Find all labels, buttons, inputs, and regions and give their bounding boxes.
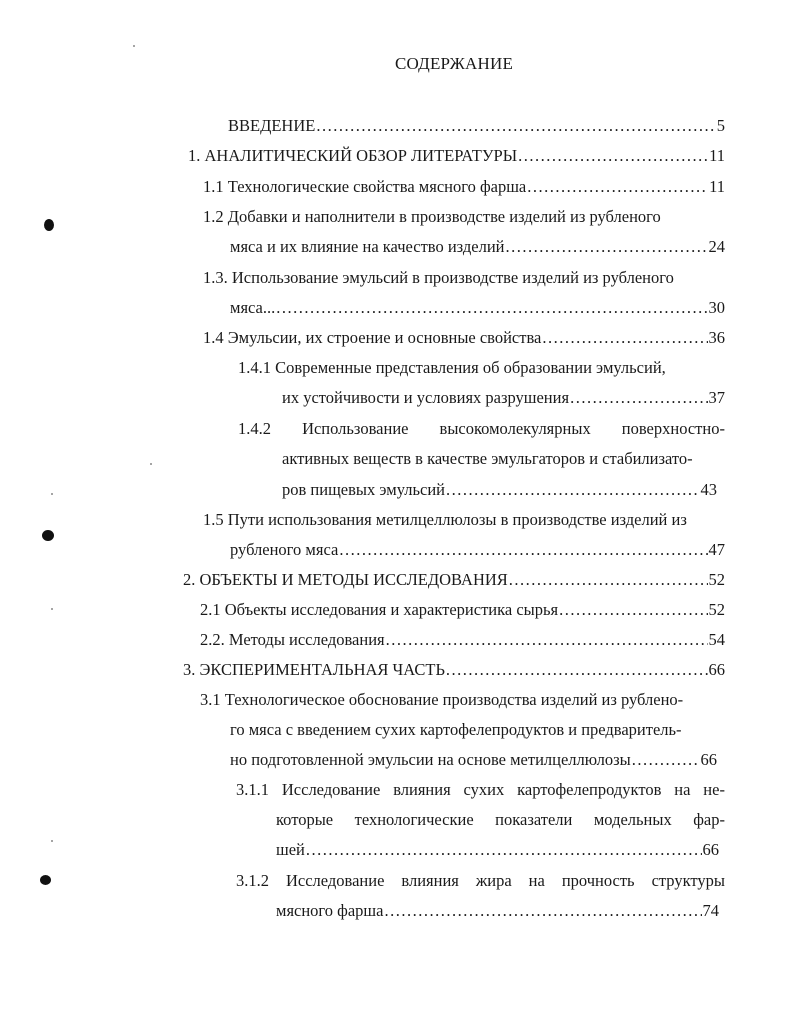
toc-leader xyxy=(559,599,707,621)
toc-leader xyxy=(632,749,700,771)
toc-word: на xyxy=(674,780,691,799)
toc-entry-text: их устойчивости и условиях разрушения xyxy=(282,388,570,407)
toc-entry-1-5-line1: 1.5 Пути использования метилцеллюлозы в производстве изделий из xyxy=(203,510,687,529)
scan-speck xyxy=(44,219,54,231)
toc-word: сухих xyxy=(463,780,505,799)
toc-entry-1-4-2-line1 xyxy=(238,418,725,440)
toc-entry-2-2 xyxy=(200,629,725,651)
toc-word: влияния xyxy=(401,871,459,890)
toc-word: модельных xyxy=(593,810,672,829)
toc-entry-text: шей xyxy=(276,840,305,859)
toc-word: 3.1.2 xyxy=(236,871,269,890)
toc-page-number: 11 xyxy=(709,177,725,196)
toc-page-number: 5 xyxy=(716,116,725,135)
toc-word: влияния xyxy=(393,780,451,799)
toc-leader xyxy=(542,327,707,349)
toc-leader xyxy=(339,539,707,561)
toc-word: поверхностно- xyxy=(621,419,725,438)
toc-entry-text: рубленого мяса xyxy=(230,540,339,559)
toc-entry-text: ВВЕДЕНИЕ xyxy=(228,116,316,135)
toc-entry-text: ров пищевых эмульсий xyxy=(282,480,446,499)
toc-word: которые xyxy=(276,810,334,829)
toc-word: структуры xyxy=(651,871,725,890)
toc-page-number: 43 xyxy=(700,480,717,499)
toc-leader xyxy=(384,900,701,922)
toc-entry-3-1-line2: го мяса с введением сухих картофелепродуктов и предваритель- xyxy=(230,720,682,739)
toc-entry-text: но подготовленной эмульсии на основе метилцеллюлозы xyxy=(230,750,631,769)
toc-entry-text: 3. ЭКСПЕРИМЕНТАЛЬНАЯ ЧАСТЬ xyxy=(183,660,445,679)
toc-entry-3-1-1-line3 xyxy=(276,839,719,861)
toc-entry-chapter-2 xyxy=(183,569,725,591)
toc-entry-1-4 xyxy=(203,327,725,349)
toc-entry-2-1 xyxy=(200,599,725,621)
toc-leader xyxy=(506,236,708,258)
toc-leader xyxy=(518,145,708,167)
toc-entry-1-4-1-line1: 1.4.1 Современные представления об образовании эмульсий, xyxy=(238,358,666,377)
toc-page-number: 52 xyxy=(708,570,725,589)
toc-entry-1-3-line2 xyxy=(230,297,725,319)
toc-word: не- xyxy=(703,780,725,799)
toc-page-number: 36 xyxy=(708,328,725,347)
toc-entry-3-1-line3 xyxy=(230,749,717,771)
toc-leader xyxy=(316,115,715,137)
toc-entry-text: мясного фарша xyxy=(276,901,384,920)
toc-entry-text: 1.1 Технологические свойства мясного фарша xyxy=(203,177,527,196)
scan-speck xyxy=(51,840,53,842)
toc-page-number: 11 xyxy=(709,146,725,165)
toc-entry-3-1-1-line2 xyxy=(276,809,725,831)
toc-page-number: 52 xyxy=(708,600,725,619)
toc-page-number: 37 xyxy=(708,388,725,407)
toc-word: жира xyxy=(475,871,512,890)
scan-speck xyxy=(150,463,152,465)
toc-entry-1-1 xyxy=(203,176,725,198)
toc-entry-text: 2.1 Объекты исследования и характеристика сырья xyxy=(200,600,559,619)
toc-entry-text: 2. ОБЪЕКТЫ И МЕТОДЫ ИССЛЕДОВАНИЯ xyxy=(183,570,508,589)
toc-entry-1-4-1-line2 xyxy=(282,387,725,409)
toc-entry-text: 1.4 Эмульсии, их строение и основные свойства xyxy=(203,328,542,347)
toc-leader xyxy=(570,387,707,409)
toc-entry-3-1-2-line1 xyxy=(236,870,725,892)
toc-page-number: 66 xyxy=(700,750,717,769)
toc-leader xyxy=(276,297,707,319)
toc-entry-text: мяса... xyxy=(230,298,276,317)
toc-entry-3-1-2-line2 xyxy=(276,900,719,922)
toc-word: показатели xyxy=(495,810,573,829)
toc-page-number: 47 xyxy=(708,540,725,559)
toc-entry-1-2-line2 xyxy=(230,236,725,258)
toc-page-number: 66 xyxy=(708,660,725,679)
scan-speck xyxy=(42,530,54,541)
toc-leader xyxy=(527,176,708,198)
toc-entry-1-5-line2 xyxy=(230,539,725,561)
toc-entry-3-1-line1: 3.1 Технологическое обоснование производства изделий из рублено- xyxy=(200,690,684,709)
toc-word: 1.4.2 xyxy=(238,419,271,438)
scan-speck xyxy=(133,45,135,47)
toc-word: на xyxy=(528,871,545,890)
scan-speck xyxy=(51,608,53,610)
scan-speck xyxy=(51,493,53,495)
toc-word: технологические xyxy=(354,810,474,829)
toc-page-number: 74 xyxy=(702,901,719,920)
toc-word: Исследование xyxy=(285,871,385,890)
toc-entry-text: 2.2. Методы исследования xyxy=(200,630,385,649)
toc-word: высокомолекулярных xyxy=(439,419,591,438)
toc-word: Использование xyxy=(302,419,409,438)
toc-leader xyxy=(446,659,708,681)
toc-entry-1-2-line1: 1.2 Добавки и наполнители в производстве изделий из рубленого xyxy=(203,207,661,226)
toc-entry-1-4-2-line3 xyxy=(282,479,717,501)
toc-entry-introduction xyxy=(228,115,725,137)
toc-entry-text: 1. АНАЛИТИЧЕСКИЙ ОБЗОР ЛИТЕРАТУРЫ xyxy=(188,146,518,165)
toc-entry-text: мяса и их влияние на качество изделий xyxy=(230,237,505,256)
toc-leader xyxy=(386,629,708,651)
toc-entry-chapter-3 xyxy=(183,659,725,681)
toc-leader xyxy=(446,479,699,501)
toc-word: фар- xyxy=(693,810,725,829)
toc-leader xyxy=(306,839,702,861)
toc-word: Исследование xyxy=(281,780,381,799)
scan-speck xyxy=(40,875,51,885)
toc-word: прочность xyxy=(561,871,635,890)
toc-entry-1-3-line1: 1.3. Использование эмульсий в производстве изделий из рубленого xyxy=(203,268,674,287)
toc-entry-chapter-1 xyxy=(188,145,725,167)
toc-entry-1-4-2-line2: активных веществ в качестве эмульгаторов и стабилизато- xyxy=(282,449,693,468)
toc-page-number: 54 xyxy=(708,630,725,649)
toc-word: 3.1.1 xyxy=(236,780,269,799)
toc-page-number: 66 xyxy=(702,840,719,859)
toc-entry-3-1-1-line1 xyxy=(236,779,725,801)
toc-leader xyxy=(509,569,708,591)
toc-word: картофелепродуктов xyxy=(517,780,662,799)
toc-page-number: 24 xyxy=(708,237,725,256)
page-title: СОДЕРЖАНИЕ xyxy=(395,54,514,73)
toc-page-number: 30 xyxy=(708,298,725,317)
